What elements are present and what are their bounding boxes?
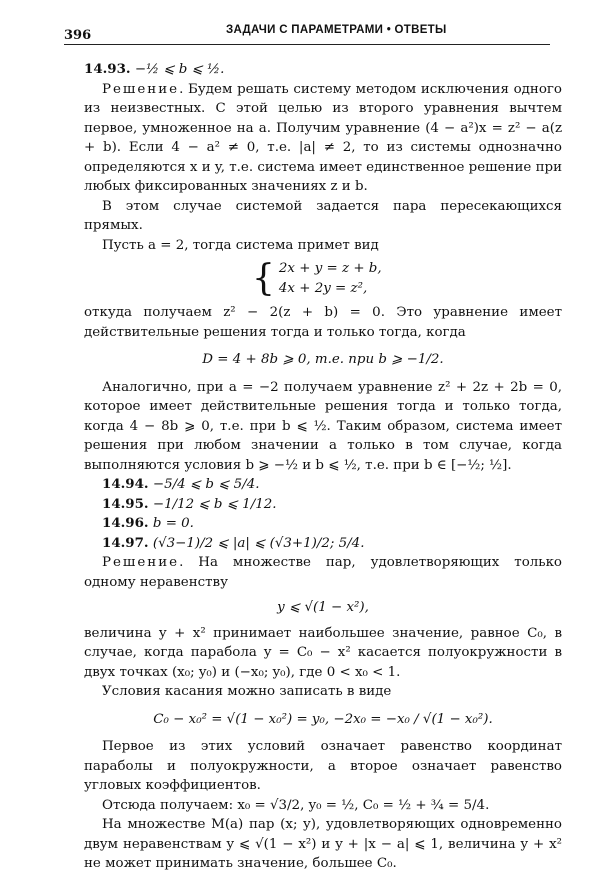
paragraph: Первое из этих условий означает равенство координат параболы и полуокружности, а второе означает равенство угловых коэффициентов. bbox=[84, 739, 562, 793]
equation-system bbox=[252, 259, 562, 299]
header-rule bbox=[64, 44, 550, 45]
solution-text: . На множестве пар, удовлетворяющих только одному неравенству bbox=[84, 555, 562, 590]
solution-paragraph bbox=[84, 80, 562, 197]
paragraph: На множестве M(a) пар (x; y), удовлетворяющих одновременно двум неравенствам y ⩽ √(1 − x²) и y + |x − a| ⩽ 1, величина y + x² не может принимать значение, большее C₀. bbox=[84, 817, 562, 871]
paragraph: величина y + x² принимает наибольшее значение, равное C₀, в случае, когда парабола y = C₀ − x² касается полуокружности в двух точках (x₀; y₀) и (−x₀; y₀), где 0 < x₀ < 1. bbox=[84, 625, 562, 680]
answer-text: −5/4 ⩽ b ⩽ 5/4. bbox=[152, 477, 260, 492]
paragraph: Отсюда получаем: x₀ = √3/2, y₀ = ½, C₀ = ½ + ¾ = 5/4. bbox=[102, 797, 490, 813]
solution-label: Решение bbox=[102, 555, 180, 570]
solution-text: . Будем решать систему методом исключения одного из неизвестных. С этой целью из второго уравнения вычтем первое, умноженное на a. Получим уравнение (4 − a²)x = z² − a(z + b). Если 4 − a² ≠ 0, т.е. |a| ≠ 2, то из системы однозначно определяются x и y, т.е. система имеет единственное решение при любых фиксированных значениях z и b. bbox=[84, 81, 562, 194]
answer-14-94 bbox=[84, 475, 562, 495]
page-number: 396 bbox=[64, 28, 92, 43]
display-equation: y ⩽ √(1 − x²), bbox=[277, 600, 369, 615]
paragraph: Пусть a = 2, тогда система примет вид bbox=[102, 237, 379, 253]
answer-text: (√3−1)/2 ⩽ |a| ⩽ (√3+1)/2; 5/4. bbox=[152, 535, 365, 551]
problem-number: 14.97. bbox=[102, 534, 149, 551]
answer-text: −1/12 ⩽ b ⩽ 1/12. bbox=[152, 496, 277, 512]
system-line: 4x + 2y = z², bbox=[278, 281, 368, 296]
solution-label: Решение bbox=[102, 81, 180, 97]
solution-paragraph bbox=[84, 553, 562, 592]
paragraph: В этом случае системой задается пара пересекающихся прямых. bbox=[84, 198, 562, 233]
answer-text: b = 0. bbox=[152, 516, 194, 531]
running-header bbox=[0, 24, 600, 52]
display-equation: C₀ − x₀² = √(1 − x₀²) = y₀, −2x₀ = −x₀ / √(1 − x₀²). bbox=[153, 711, 493, 727]
system-brace: { bbox=[252, 258, 275, 299]
system-line: 2x + y = z + b, bbox=[278, 261, 382, 276]
paragraph: Условия касания можно записать в виде bbox=[102, 684, 392, 699]
problem-number: 14.93. bbox=[84, 61, 131, 77]
answer-text: −½ ⩽ b ⩽ ½. bbox=[134, 62, 225, 77]
problem-number: 14.95. bbox=[102, 495, 149, 512]
page-body bbox=[84, 60, 562, 874]
answer-14-97 bbox=[84, 534, 562, 554]
answer-14-93 bbox=[84, 60, 562, 80]
display-equation: D = 4 + 8b ⩾ 0, т.е. при b ⩾ −1/2. bbox=[202, 352, 444, 367]
running-title: ЗАДАЧИ С ПАРАМЕТРАМИ • ОТВЕТЫ bbox=[226, 24, 447, 36]
answer-14-95 bbox=[84, 495, 562, 515]
problem-number: 14.96. bbox=[102, 515, 149, 531]
paragraph: Аналогично, при a = −2 получаем уравнение z² + 2z + 2b = 0, которое имеет действительные решения тогда и только тогда, когда 4 − 8b ⩾ 0, т.е. при b ⩽ ½. Таким образом, система имеет решения при любом значении a только в том случае, когда выполняются условия b ⩾ −½ и b ⩽ ½, т.е. при b ∈ [−½; ½]. bbox=[84, 379, 562, 473]
problem-number: 14.94. bbox=[102, 476, 149, 492]
answer-14-96 bbox=[84, 514, 562, 534]
paragraph: откуда получаем z² − 2(z + b) = 0. Это уравнение имеет действительные решения тогда и только тогда, когда bbox=[84, 305, 562, 340]
